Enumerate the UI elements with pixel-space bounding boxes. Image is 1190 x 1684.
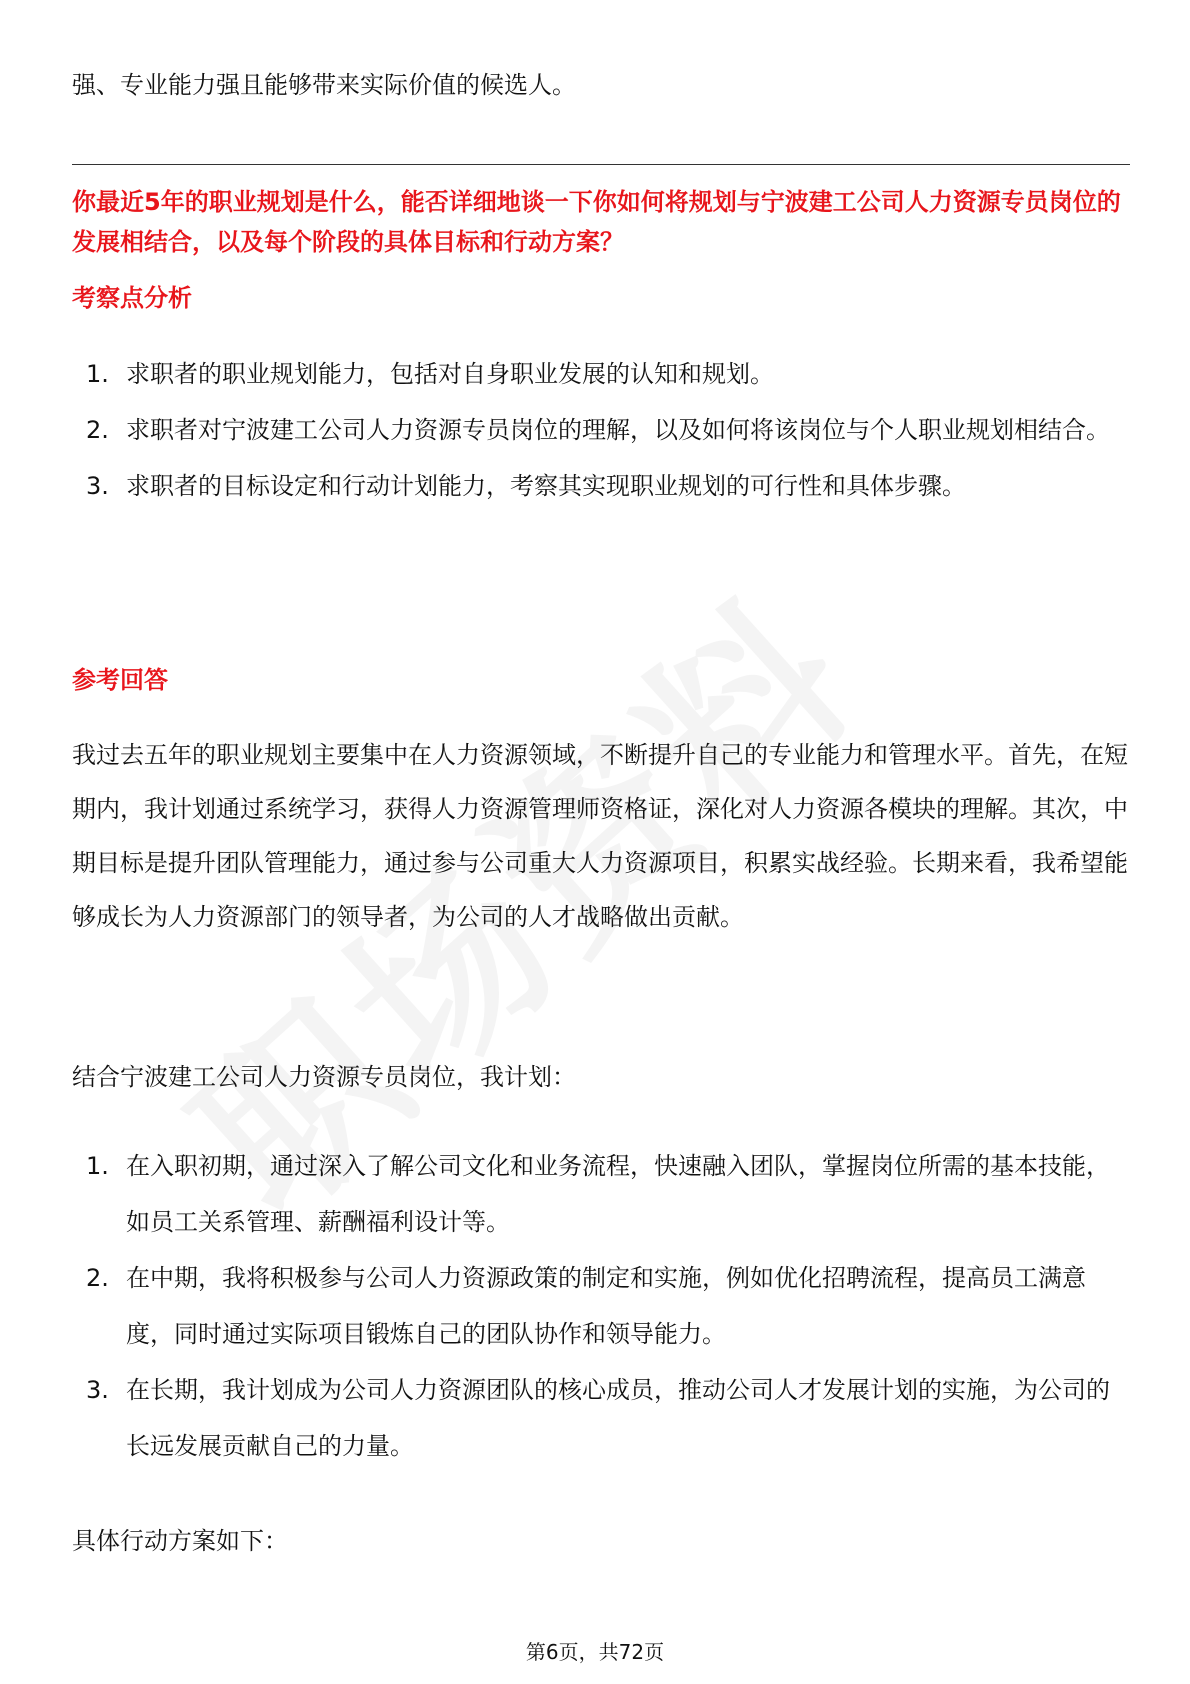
reference-answer-heading: 参考回答 bbox=[72, 666, 168, 694]
answer-paragraph-1: 我过去五年的职业规划主要集中在人力资源领域，不断提升自己的专业能力和管理水平。首先，在短期内，我计划通过系统学习，获得人力资源管理师资格证，深化对人力资源各模块的理解。其次，中期目标是提升团队管理能力，通过参与公司重大人力资源项目，积累实战经验。长期来看，我希望能够成长为人力资源部门的领导者，为公司的人才战略做出贡献。 bbox=[72, 741, 1128, 931]
list-item-text: 在入职初期，通过深入了解公司文化和业务流程，快速融入团队，掌握岗位所需的基本技能，如员工关系管理、薪酬福利设计等。 bbox=[126, 1152, 1110, 1236]
list-item-text: 在中期，我将积极参与公司人力资源政策的制定和实施，例如优化招聘流程，提高员工满意度，同时通过实际项目锻炼自己的团队协作和领导能力。 bbox=[126, 1264, 1086, 1348]
answer-paragraph-2: 结合宁波建工公司人力资源专员岗位，我计划： bbox=[72, 1063, 576, 1091]
list-item-text: 求职者的职业规划能力，包括对自身职业发展的认知和规划。 bbox=[126, 360, 774, 388]
intro-paragraph-tail: 强、专业能力强且能够带来实际价值的候选人。 bbox=[72, 71, 576, 99]
list-item bbox=[72, 346, 1130, 402]
list-number: 1. bbox=[86, 1152, 109, 1180]
list-item bbox=[72, 1362, 1130, 1474]
list-number: 3. bbox=[86, 1376, 109, 1404]
analysis-heading: 考察点分析 bbox=[72, 284, 192, 312]
list-item bbox=[72, 458, 1130, 514]
page-number-footer: 第6页，共72页 bbox=[525, 1640, 665, 1664]
list-item bbox=[72, 1138, 1130, 1250]
list-number: 2. bbox=[86, 416, 109, 444]
list-number: 2. bbox=[86, 1264, 109, 1292]
analysis-list bbox=[72, 346, 1130, 514]
list-item-text: 求职者对宁波建工公司人力资源专员岗位的理解，以及如何将该岗位与个人职业规划相结合。 bbox=[126, 416, 1110, 444]
list-item-text: 在长期，我计划成为公司人力资源团队的核心成员，推动公司人才发展计划的实施，为公司的长远发展贡献自己的力量。 bbox=[126, 1376, 1110, 1460]
list-item bbox=[72, 402, 1130, 458]
section-divider bbox=[72, 164, 1130, 165]
list-number: 1. bbox=[86, 360, 109, 388]
answer-paragraph-3: 具体行动方案如下： bbox=[72, 1527, 288, 1555]
list-item bbox=[72, 1250, 1130, 1362]
plan-list bbox=[72, 1138, 1130, 1474]
list-number: 3. bbox=[86, 472, 109, 500]
list-item-text: 求职者的目标设定和行动计划能力，考察其实现职业规划的可行性和具体步骤。 bbox=[126, 472, 966, 500]
interview-question: 你最近5年的职业规划是什么，能否详细地谈一下你如何将规划与宁波建工公司人力资源专员岗位的发展相结合，以及每个阶段的具体目标和行动方案？ bbox=[72, 188, 1121, 256]
